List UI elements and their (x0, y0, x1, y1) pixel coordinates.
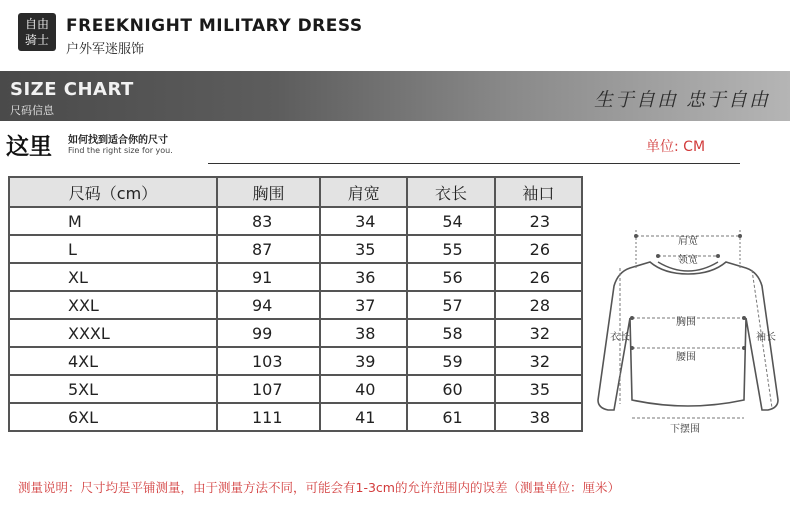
unit-label: 单位: CM (646, 139, 706, 155)
table-header-row (9, 177, 582, 207)
garment-diagram (592, 222, 784, 442)
banner-slogan: 生于自由 忠于自由 (593, 89, 770, 111)
header-cuff: 袖口 (495, 177, 582, 207)
brand-name-en: FREEKNIGHT MILITARY DRESS (66, 16, 363, 36)
cuff-cell: 35 (495, 375, 582, 403)
shoulder-cell: 39 (320, 347, 407, 375)
table-row (9, 291, 582, 319)
chest-cell: 111 (217, 403, 320, 431)
table-row (9, 347, 582, 375)
cuff-cell: 26 (495, 235, 582, 263)
length-cell: 59 (407, 347, 494, 375)
length-cell: 57 (407, 291, 494, 319)
cuff-cell: 28 (495, 291, 582, 319)
table-row (9, 207, 582, 235)
length-cell: 61 (407, 403, 494, 431)
shoulder-cell: 41 (320, 403, 407, 431)
header-chest: 胸围 (217, 177, 320, 207)
diagram-label-sleeve: 袖长 (756, 332, 776, 343)
table-row (9, 403, 582, 431)
size-cell: 6XL (9, 403, 217, 431)
table-row (9, 235, 582, 263)
brand-name-cn: 户外军迷服饰 (66, 42, 145, 57)
diagram-label-hem: 下摆围 (670, 424, 700, 435)
size-cell: XXXL (9, 319, 217, 347)
length-cell: 58 (407, 319, 494, 347)
measurement-note: 测量说明：尺寸均是平铺测量，由于测量方法不同，可能会有1-3cm的允许范围内的误差（测量单位：厘米） (18, 480, 620, 495)
length-cell: 54 (407, 207, 494, 235)
logo-line-2: 骑士 (24, 33, 49, 47)
diagram-label-collar: 领宽 (678, 255, 698, 266)
shoulder-cell: 35 (320, 235, 407, 263)
heading-underline (208, 163, 740, 164)
logo-line-1: 自由 (24, 17, 49, 31)
shoulder-cell: 37 (320, 291, 407, 319)
size-chart-banner (0, 71, 790, 121)
chest-cell: 83 (217, 207, 320, 235)
cuff-cell: 23 (495, 207, 582, 235)
size-cell: M (9, 207, 217, 235)
section-heading: 这里 (6, 134, 52, 160)
shoulder-cell: 36 (320, 263, 407, 291)
how-to-find-en: Find the right size for you. (68, 146, 173, 155)
diagram-label-waist: 腰围 (676, 352, 696, 363)
chest-cell: 107 (217, 375, 320, 403)
size-cell: 4XL (9, 347, 217, 375)
banner-subtitle: 尺码信息 (10, 104, 54, 117)
size-cell: 5XL (9, 375, 217, 403)
size-cell: L (9, 235, 217, 263)
shoulder-cell: 34 (320, 207, 407, 235)
size-cell: XL (9, 263, 217, 291)
header-shoulder: 肩宽 (320, 177, 407, 207)
chest-cell: 91 (217, 263, 320, 291)
header-length: 衣长 (407, 177, 494, 207)
length-cell: 55 (407, 235, 494, 263)
header-size: 尺码（cm） (9, 177, 217, 207)
diagram-label-shoulder: 肩宽 (678, 236, 698, 247)
chest-cell: 99 (217, 319, 320, 347)
banner-title: SIZE CHART (10, 79, 134, 100)
diagram-label-chest: 胸围 (676, 317, 696, 328)
length-cell: 56 (407, 263, 494, 291)
length-cell: 60 (407, 375, 494, 403)
table-row (9, 319, 582, 347)
cuff-cell: 26 (495, 263, 582, 291)
chest-cell: 94 (217, 291, 320, 319)
chest-cell: 87 (217, 235, 320, 263)
shoulder-cell: 38 (320, 319, 407, 347)
cuff-cell: 32 (495, 347, 582, 375)
cuff-cell: 32 (495, 319, 582, 347)
size-table (8, 176, 583, 432)
cuff-cell: 38 (495, 403, 582, 431)
diagram-label-length: 衣长 (610, 332, 630, 343)
how-to-find-cn: 如何找到适合你的尺寸 (68, 135, 168, 146)
size-cell: XXL (9, 291, 217, 319)
table-row (9, 263, 582, 291)
chest-cell: 103 (217, 347, 320, 375)
shoulder-cell: 40 (320, 375, 407, 403)
table-row (9, 375, 582, 403)
brand-logo (18, 13, 56, 51)
